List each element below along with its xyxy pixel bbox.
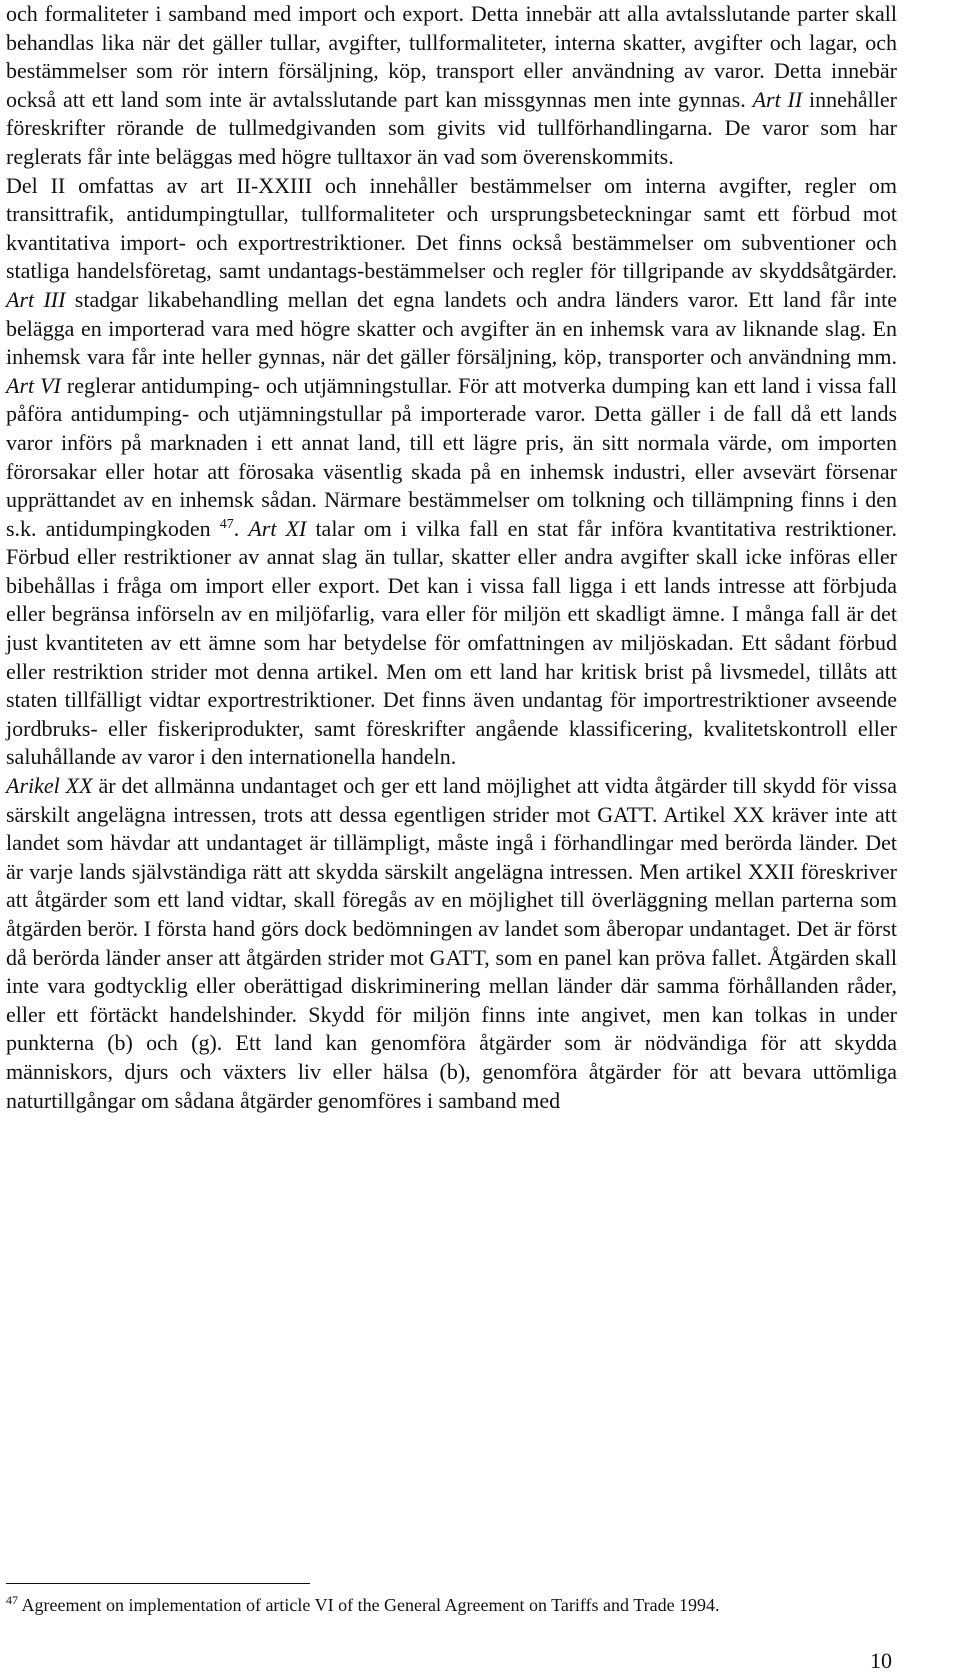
paragraph-2-text-5: talar om i vilka fall en stat får införa kvantitativa restriktioner. Förbud eller restriktioner av annat slag än tullar, skatter eller andra avgifter skall icke införas eller bibehållas i fråga om import eller export. Det kan i vissa fall ligga i ett lands intresse att förbjuda eller begränsa införseln av en miljöfarlig, vara eller för miljön ett skadligt ämne. I många fall är det just kvantiteten av ett ämne som har betydelse för omfattningen av miljöskadan. Ett sådant förbud eller restriktion strider mot denna artikel. Men om ett land har kritisk brist på livsmedel, tillåts att staten tillfälligt vidtar exportrestriktioner. Det finns även undantag för importrestriktioner avseende jordbruks- eller fiskeriprodukter, samt föreskrifter angående klassificering, kvalitetskontroll eller saluhållande av varor i den internationella handeln. bbox=[6, 515, 897, 770]
page-body bbox=[6, 0, 897, 1115]
paragraph-3-text-1: är det allmänna undantaget och ger ett land möjlighet att vidta åtgärder till skydd för vissa särskilt angelägna intressen, trots att dessa egentligen strider mot GATT. Artikel XX kräver inte att landet som hävdar att undantaget är tillämpligt, måste ingå i förhandlingar med berörda länder. Det är varje lands självständiga rätt att skydda särskilt angelägna intressen. Men artikel XXII föreskriver att åtgärder som ett land vidtar, skall föregås av en möjlighet till överläggning mellan parterna som åtgärden berör. I första hand görs dock bedömningen av landet som åberopar undantaget. Det är först då berörda länder anser att åtgärden strider mot GATT, som en panel kan pröva fallet. Åtgärden skall inte vara godtycklig eller oberättigad diskriminering mellan länder där samma förhållanden råder, eller ett förtäckt handelshinder. Skydd för miljön finns inte angivet, men kan tolkas in under punkterna (b) och (g). Ett land kan genomföra åtgärder som är nödvändiga för att skydda människors, djurs och växters liv eller hälsa (b), genomföra åtgärder för att bevara uttömliga naturtillgångar om sådana åtgärder genomföres i samband med bbox=[6, 773, 897, 1113]
article-reference-art-vi: Art VI bbox=[6, 372, 61, 398]
footnote-reference-marker: 47 bbox=[219, 516, 234, 532]
page-number: 10 bbox=[870, 1648, 892, 1673]
paragraph-1-text-2: innehåller föreskrifter rörande de tullmedgivanden som givits vid tullförhandlingarna. De varor som har reglerats får inte beläggas med högre tulltaxor än vad som överenskommits. bbox=[6, 86, 897, 169]
paragraph-2 bbox=[6, 172, 897, 772]
article-reference-art-xi: Art XI bbox=[248, 515, 307, 541]
article-reference-art-ii: Art II bbox=[752, 86, 803, 112]
paragraph-1 bbox=[6, 0, 897, 172]
article-reference-art-iii: Art III bbox=[6, 286, 66, 312]
paragraph-2-text-1: Del II omfattas av art II-XXIII och innehåller bestämmelser om interna avgifter, regler om transittrafik, antidumpingtullar, tullformaliteter och ursprungsbeteckningar samt ett förbud mot kvantitativa import- och exportrestriktioner. Det finns också bestämmelser om subventioner och statliga handelsföretag, samt undantags-bestämmelser och regler för tillgripande av skyddsåtgärder. bbox=[6, 172, 897, 284]
footnote-text: Agreement on implementation of article VI of the General Agreement on Tariffs and Trade 1994. bbox=[18, 1595, 720, 1615]
paragraph-2-text-2: stadgar likabehandling mellan det egna landets och andra länders varor. Ett land får inte belägga en importerad vara med högre skatter och avgifter än en inhemsk vara av liknande slag. En inhemsk vara får inte heller gynnas, när det gäller försäljning, köp, transporter och användning mm. bbox=[6, 286, 897, 370]
paragraph-3 bbox=[6, 772, 897, 1115]
paragraph-1-text-1: och formaliteter i samband med import och export. Detta innebär att alla avtalsslutande parter skall behandlas lika när det gäller tullar, avgifter, tullformaliteter, interna skatter, avgifter och lagar, och bestämmelser som rör intern försäljning, köp, transport eller användning av varor. Detta innebär också att ett land som inte är avtalsslutande part kan missgynnas men inte gynnas. bbox=[6, 1, 897, 112]
footnote-number: 47 bbox=[6, 1593, 18, 1607]
article-reference-art-xx: Arikel XX bbox=[6, 773, 93, 799]
footnote bbox=[6, 1593, 906, 1617]
paragraph-2-text-4: . bbox=[233, 515, 249, 541]
footnote-divider bbox=[6, 1583, 310, 1584]
paragraph-2-text-3: reglerar antidumping- och utjämningstullar. För att motverka dumping kan ett land i vissa fall påföra antidumping- och utjämningstullar på importerade varor. Detta gäller i de fall då ett lands varor införs på marknaden i ett annat land, till ett lägre pris, än sitt normala värde, om importen förorsakar eller hotar att förosaka väsentlig skada på en inhemsk industri, eller avsevärt försenar upprättandet av en inhemsk sådan. Närmare bestämmelser om tolkning och tillämpning finns i den s.k. antidumpingkoden bbox=[6, 372, 897, 541]
